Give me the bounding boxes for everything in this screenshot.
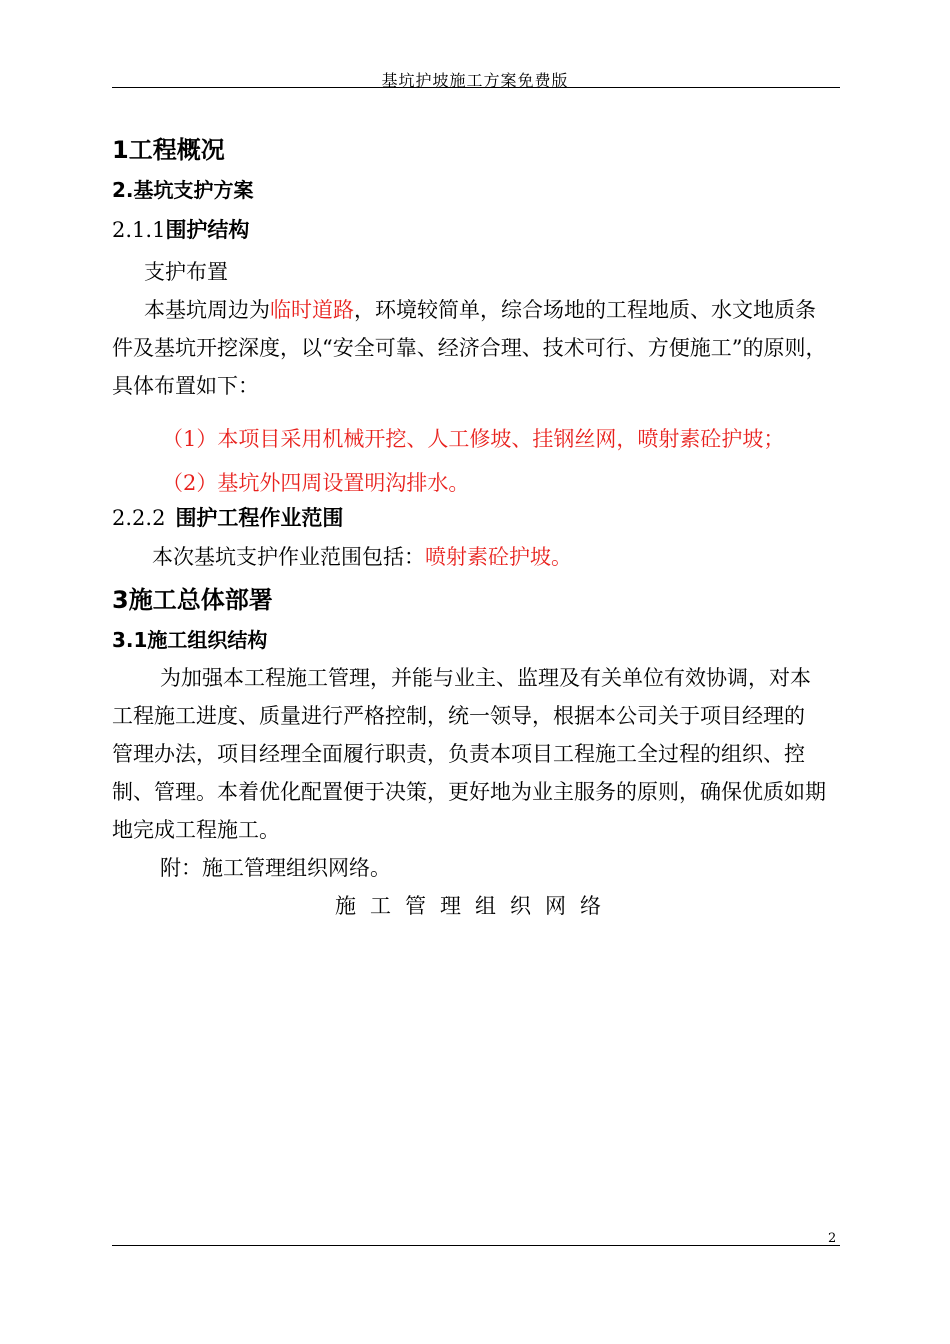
scope-line (152, 541, 572, 571)
intro-line-2: 件及基坑开挖深度，以“安全可靠、经济合理、技术可行、方便施工”的原则， (112, 336, 827, 360)
subsection-label: 支护布置 (144, 260, 228, 284)
body-line-2: 工程施工进度、质量进行严格控制，统一领导，根据本公司关于项目经理的 (112, 704, 805, 728)
attachment-note: 附：施工管理组织网络。 (160, 856, 391, 880)
network-title: 施工管理组织网络 (335, 894, 615, 918)
intro-line-3: 具体布置如下： (112, 374, 259, 398)
highlight-text: 临时道路 (270, 298, 354, 322)
highlight-text: 喷射素砼护坡。 (425, 545, 572, 569)
section-2-heading: 2.基坑支护方案 (112, 178, 254, 202)
header-divider (112, 87, 840, 88)
body-line-5: 地完成工程施工。 (112, 818, 280, 842)
section-1-heading: 1工程概况 (112, 136, 225, 164)
section-2-2-2-heading (112, 502, 343, 532)
list-item-1: （1）本项目采用机械开挖、人工修坡、挂钢丝网，喷射素砼护坡； (162, 427, 785, 451)
section-title: 围护工程作业范围 (175, 506, 344, 530)
footer-divider (112, 1245, 840, 1246)
scope-text: 本次基坑支护作业范围包括： (152, 545, 425, 569)
section-3-1-heading: 3.1施工组织结构 (112, 628, 268, 652)
intro-text: ，环境较简单，综合场地的工程地质、水文地质条 (354, 298, 816, 322)
body-line-3: 管理办法，项目经理全面履行职责，负责本项目工程施工全过程的组织、控 (112, 742, 805, 766)
section-2-1-1-heading (112, 214, 249, 244)
page-number: 2 (828, 1231, 837, 1246)
section-3-heading: 3施工总体部署 (112, 586, 273, 614)
section-number: 2.1.1 (112, 218, 166, 242)
intro-line-1 (144, 294, 816, 324)
section-number: 2.2.2 (112, 506, 166, 530)
intro-text: 本基坑周边为 (144, 298, 270, 322)
section-title: 围护结构 (165, 218, 250, 242)
header-title: 基坑护坡施工方案免费版 (381, 71, 569, 90)
body-line-1: 为加强本工程施工管理，并能与业主、监理及有关单位有效协调，对本 (160, 666, 811, 690)
list-item-2: （2）基坑外四周设置明沟排水。 (162, 471, 470, 495)
body-line-4: 制、管理。本着优化配置便于决策，更好地为业主服务的原则，确保优质如期 (112, 780, 826, 804)
